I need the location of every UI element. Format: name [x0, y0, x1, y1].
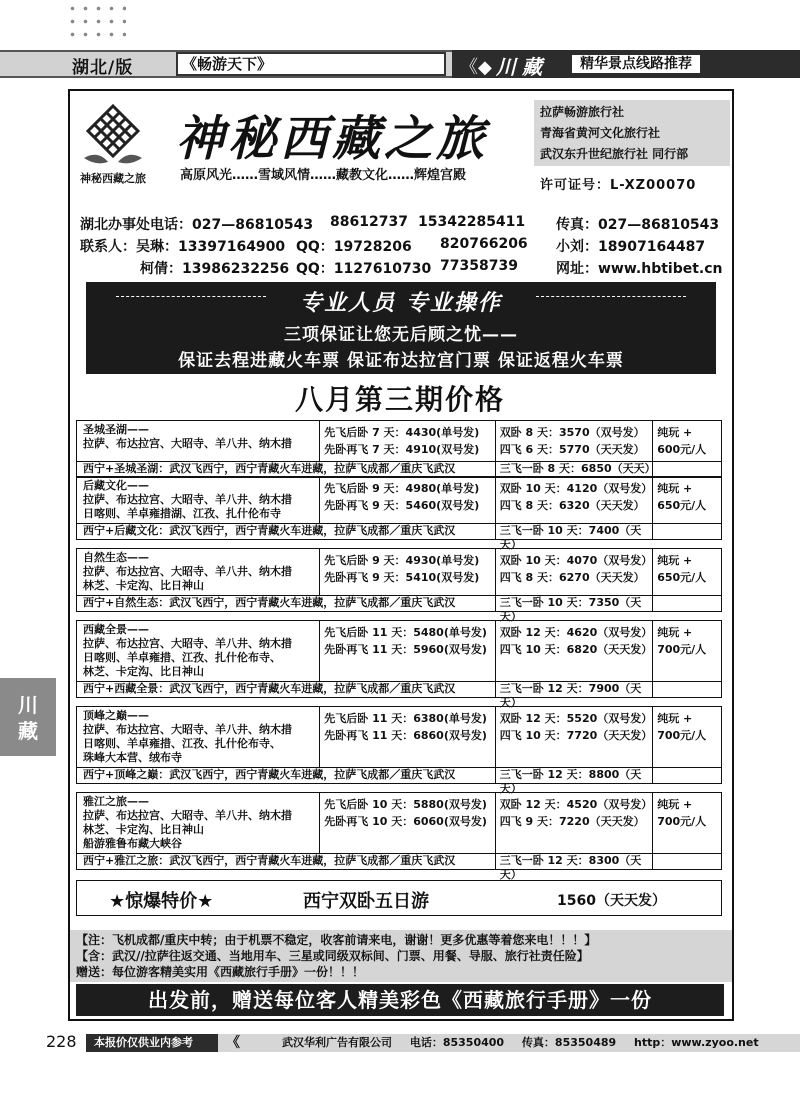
tour-block [76, 420, 722, 478]
tour-route-line: 林芝、卡定沟、比日神山 [83, 665, 204, 678]
guarantee-banner [86, 282, 716, 374]
note-line: 【注：飞机成都/重庆中转；由于机票不稳定，收客前请来电，谢谢！更多优惠等着您来电！！！】 [76, 933, 597, 947]
tour-extra-line: 700元/人 [657, 815, 707, 828]
footer-disclaimer: 本报价仅供业内参考 [86, 1034, 218, 1052]
office-phone: 湖北办事处电话：027—86810543 [80, 217, 314, 233]
side-section-tab [0, 678, 56, 756]
page-footer [86, 1034, 800, 1052]
tour-route-line: 西藏全景—— [83, 623, 149, 636]
tour-route [77, 707, 320, 767]
banner-slogan: 专业人员 专业操作 [300, 291, 502, 316]
contact-person-1: 联系人：吴琳：13397164900 [80, 239, 286, 255]
agency-name: 青海省黄河文化旅行社 [540, 126, 661, 140]
tour-extra [653, 421, 721, 461]
section-brand: 川藏 [496, 55, 548, 79]
tour-xining-route: 西宁+雅江之旅：武汉飞西宁，西宁青藏火车进藏，拉萨飞成都／重庆飞武汉 [77, 854, 496, 869]
tour-price-line: 先飞后卧 11 天：5480(单号发) [324, 626, 487, 639]
tour-price-flight [320, 621, 495, 681]
gift-banner: 出发前，赠送每位客人精美彩色《西藏旅行手册》一份 [76, 984, 724, 1016]
tour-block [76, 476, 722, 551]
tour-block [76, 706, 722, 795]
tour-price-line: 先卧再飞 9 天：5460(双号发) [324, 499, 480, 512]
tour-route [77, 793, 320, 853]
ad-title: 神秘西藏之旅 [176, 111, 489, 167]
tour-price-flight [320, 477, 495, 523]
magazine-header [0, 50, 800, 78]
tour-route [77, 621, 320, 681]
tour-price-line: 先飞后卧 9 天：4930(单号发) [324, 554, 480, 567]
tour-price-line: 四飞 8 天：6270（天天发） [499, 571, 645, 584]
tour-route-line: 雅江之旅—— [83, 795, 149, 808]
tour-xining-route: 西宁+西藏全景：武汉飞西宁，西宁青藏火车进藏，拉萨飞成都／重庆飞武汉 [77, 682, 496, 697]
tour-route-line: 日喀则、羊卓雍措、江孜、扎什伦布寺、 [83, 651, 281, 664]
footer-info [282, 1034, 773, 1052]
ad-tagline: 高原风光……雪域风情……藏教文化……辉煌宫殿 [180, 168, 467, 183]
page-number: 228 [46, 1032, 77, 1051]
tour-extra-line: 纯玩 + [657, 554, 693, 567]
tour-route-line: 林芝、卡定沟、比日神山 [83, 579, 204, 592]
tour-xining-price: 三飞一卧 12 天：8300（天天） [496, 854, 654, 869]
tour-route-line: 珠峰大本营、绒布寺 [83, 751, 182, 764]
tour-price-flight [320, 707, 495, 767]
tour-price-line: 双卧 10 天：4120（双号发） [499, 482, 653, 495]
contact-person-2: 柯倩：13986232256 [140, 261, 290, 277]
tour-price-train [496, 477, 654, 523]
fax-number: 传真：027—86810543 [556, 217, 720, 233]
tour-price-line: 先飞后卧 9 天：4980(单号发) [324, 482, 480, 495]
column-name: 《畅游天下》 [176, 52, 446, 76]
tour-xining-price: 三飞一卧 10 天：7400（天天） [496, 524, 654, 539]
tour-route-line: 后藏文化—— [83, 479, 149, 492]
special-price: 1560（天天发） [557, 893, 666, 909]
tour-route [77, 477, 320, 523]
special-tour-name: 西宁双卧五日游 [303, 891, 429, 912]
tour-extra [653, 477, 721, 523]
footer-tel: 电话：85350400 [409, 1036, 505, 1049]
tour-price-line: 四飞 10 天：7720（天天发） [499, 729, 653, 742]
tour-extra-line: 700元/人 [657, 729, 707, 742]
note-line: 【含：武汉//拉萨往返交通、当地用车、三星或同级双标间、门票、用餐、导服、旅行社责任险】 [76, 949, 589, 963]
tour-price-line: 先飞后卧 10 天：5880(双号发) [324, 798, 487, 811]
tour-price-flight [320, 421, 495, 461]
website: 网址：www.hbtibet.cn [556, 261, 723, 277]
tour-route-line: 拉萨、布达拉宫、大昭寺、羊八井、纳木措 [83, 637, 292, 650]
section-subtitle: 精华景点线路推荐 [572, 55, 700, 73]
tour-route [77, 421, 320, 461]
section-brand-bar [452, 50, 800, 78]
tour-route-line: 拉萨、布达拉宫、大昭寺、羊八井、纳木措 [83, 565, 292, 578]
tour-route-line: 日喀则、羊卓雍措、江孜、扎什伦布寺、 [83, 737, 281, 750]
notes-box [70, 930, 732, 982]
qq-2b: 77358739 [440, 258, 518, 274]
tour-route-line: 林芝、卡定沟、比日神山 [83, 823, 204, 836]
note-line: 赠送：每位游客精美实用《西藏旅行手册》一份！！！ [76, 965, 365, 979]
tour-xining-route: 西宁+自然生态：武汉飞西宁，西宁青藏火车进藏，拉萨飞成都／重庆飞武汉 [77, 596, 496, 611]
tour-route-line: 拉萨、布达拉宫、大昭寺、羊八井、纳木措 [83, 437, 292, 450]
side-tab-label: 川藏 [18, 693, 38, 743]
tour-xining-route: 西宁+圣城圣湖：武汉飞西宁，西宁青藏火车进藏，拉萨飞成都／重庆飞武汉 [77, 462, 496, 477]
tour-extra-line: 纯玩 + [657, 798, 693, 811]
tour-price-line: 双卧 12 天：4520（双号发） [499, 798, 653, 811]
tour-extra-line: 650元/人 [657, 499, 707, 512]
tour-xining-price: 三飞一卧 8 天：6850（天天） [496, 462, 654, 477]
special-offer [76, 880, 722, 916]
qq-2: QQ：1127610730 [296, 261, 432, 277]
tour-price-train [496, 549, 654, 595]
tour-block [76, 620, 722, 709]
tour-block [76, 792, 722, 881]
tour-price-line: 先卧再飞 11 天：5960(双号发) [324, 643, 487, 656]
tour-extra-line: 650元/人 [657, 571, 707, 584]
tour-price-train [496, 707, 654, 767]
tour-price-line: 先卧再飞 11 天：6860(双号发) [324, 729, 487, 742]
region-label: 湖北/版 [72, 58, 134, 78]
tour-route [77, 549, 320, 595]
tour-extra-line: 700元/人 [657, 643, 707, 656]
tour-price-flight [320, 549, 495, 595]
tour-xining-route: 西宁+顶峰之巅：武汉飞西宁，西宁青藏火车进藏，拉萨飞成都／重庆飞武汉 [77, 768, 496, 783]
tour-route-line: 拉萨、布达拉宫、大昭寺、羊八井、纳木措 [83, 493, 292, 506]
tour-xining-route: 西宁+后藏文化：武汉飞西宁，西宁青藏火车进藏，拉萨飞成都／重庆飞武汉 [77, 524, 496, 539]
double-chevron-left-icon: 《◆ [460, 57, 492, 78]
chevron-left-icon: 《 [226, 1035, 240, 1051]
tour-extra-line: 600元/人 [657, 443, 707, 456]
tour-route-line: 圣城圣湖—— [83, 423, 149, 436]
tour-price-line: 四飞 6 天：5770（天天发） [499, 443, 645, 456]
contact-xiaoliu: 小刘：18907164487 [556, 239, 706, 255]
tour-price-line: 先飞后卧 7 天：4430(单号发) [324, 426, 480, 439]
tour-extra-line: 纯玩 + [657, 626, 693, 639]
tour-price-line: 双卧 12 天：4620（双号发） [499, 626, 653, 639]
tour-extra-line: 纯玩 + [657, 426, 693, 439]
tour-block [76, 548, 722, 623]
tour-xining-price: 三飞一卧 10 天：7350（天天） [496, 596, 654, 611]
tour-route-line: 拉萨、布达拉宫、大昭寺、羊八井、纳木措 [83, 723, 292, 736]
agency-list [534, 100, 730, 166]
office-phone-3: 15342285411 [418, 214, 526, 230]
tour-extra [653, 621, 721, 681]
tour-price-line: 双卧 10 天：4070（双号发） [499, 554, 653, 567]
tour-price-line: 四飞 10 天：6820（天天发） [499, 643, 653, 656]
tour-price-line: 先卧再飞 9 天：5410(双号发) [324, 571, 480, 584]
office-phone-2: 88612737 [330, 214, 408, 230]
tour-price-line: 先飞后卧 11 天：6380(单号发) [324, 712, 487, 725]
price-section-title: 八月第三期价格 [294, 383, 505, 416]
agency-name: 武汉东升世纪旅行社 同行部 [540, 147, 689, 161]
footer-company: 武汉华利广告有限公司 [282, 1036, 392, 1049]
tour-xining-price: 三飞一卧 12 天：7900（天天） [496, 682, 654, 697]
tour-xining-price: 三飞一卧 12 天：8800（天天） [496, 768, 654, 783]
special-label: ★惊爆特价★ [109, 891, 214, 912]
banner-guarantee-title: 三项保证让您无后顾之忧—— [284, 325, 518, 345]
tour-price-train [496, 421, 654, 461]
decorative-dots [66, 2, 126, 42]
tour-price-train [496, 793, 654, 853]
tour-price-line: 四飞 8 天：6320（天天发） [499, 499, 645, 512]
tour-price-line: 先卧再飞 7 天：4910(双号发) [324, 443, 480, 456]
tour-price-line: 双卧 12 天：5520（双号发） [499, 712, 653, 725]
tour-price-flight [320, 793, 495, 853]
tour-extra [653, 549, 721, 595]
tour-route-line: 拉萨、布达拉宫、大昭寺、羊八井、纳木措 [83, 809, 292, 822]
tour-extra-line: 纯玩 + [657, 712, 693, 725]
tour-price-line: 四飞 9 天：7220（天天发） [499, 815, 645, 828]
tour-route-line: 自然生态—— [83, 551, 149, 564]
tour-price-line: 双卧 8 天：3570（双号发） [499, 426, 645, 439]
tour-extra [653, 793, 721, 853]
agency-name: 拉萨畅游旅行社 [540, 105, 625, 119]
tour-route-line: 船游雅鲁布藏大峡谷 [83, 837, 182, 850]
tour-price-line: 先卧再飞 10 天：6060(双号发) [324, 815, 487, 828]
tour-extra-line: 纯玩 + [657, 482, 693, 495]
tour-route-line: 日喀则、羊卓雍措湖、江孜、扎什伦布寺 [83, 507, 281, 520]
qq-1: QQ：19728206 [296, 239, 412, 255]
endless-knot-logo-icon [78, 100, 148, 170]
banner-guarantees: 保证去程进藏火车票 保证布达拉宫门票 保证返程火车票 [178, 351, 624, 371]
logo-caption: 神秘西藏之旅 [80, 172, 146, 185]
footer-url: http：www.zyoo.net [634, 1036, 759, 1049]
tour-route-line: 顶峰之巅—— [83, 709, 149, 722]
license-number: 许可证号：L-XZ00070 [540, 178, 697, 193]
qq-1b: 820766206 [440, 236, 528, 252]
tour-price-train [496, 621, 654, 681]
tour-extra [653, 707, 721, 767]
footer-fax: 传真：85350489 [521, 1036, 617, 1049]
